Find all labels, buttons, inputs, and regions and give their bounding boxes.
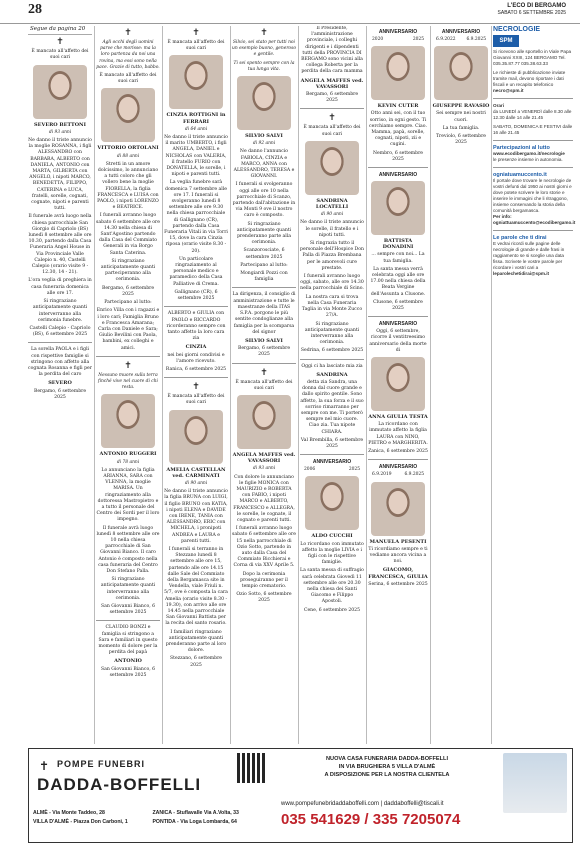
portrait-photo xyxy=(33,65,87,119)
condolence-text: CLAUDIO BONZI e famiglia si stringono a Sara e familiari in questo momento di dolore per la perdita del papà xyxy=(98,625,158,656)
notice-place: Bergamo, 6 settembre 2025 xyxy=(33,388,87,400)
notice-lead: È mancato all'affetto dei suoi cari xyxy=(31,49,89,61)
notice-lead: È mancato all'affetto dei suoi cari xyxy=(99,73,157,85)
memorial-site-text: Il portale dove trovare le necrologie de vostri defunti dal 1950 ai nostri giorni e dove potete scrivere le loro storie e inserire le immagini che li ritraggono, insieme conservando la storia della comunità bergamasca. xyxy=(493,178,572,213)
funeral-info: I funerali avranno luogo sabato 6 settembre alle ore 15 nella parrocchiale di Ozio Sotto, partendo in auto dalla Casa del Commiato Bicchierai e Corna di via XXV Aprile 5. xyxy=(232,526,296,569)
anniversary-dates xyxy=(300,467,364,473)
notice-body: Ne danno il triste annuncio le sorelle, il fratello e i nipoti tutti. xyxy=(300,220,364,238)
divider xyxy=(164,377,228,378)
cross-icon: ✝ xyxy=(192,382,200,393)
divider xyxy=(96,356,160,357)
thanks-text: Si ringraziano anticipatamente quanti interverranno alla cerimonia. xyxy=(100,577,156,601)
brand-name: DADDA-BOFFELLI xyxy=(37,775,202,794)
continued-from: Segue da pagina 20 xyxy=(28,26,92,35)
notice-body: Otto anni sei, con il tuo sorriso, in ogni gesto. Ti cerchiamo sempre. Ciao. Mamma, papà, sorelle, cognati, nipoti, zii e cugini. xyxy=(369,111,427,148)
contact-email[interactable]: necro@spm.it xyxy=(493,88,524,93)
notice-body: La ricordano con immutato affetto la figlia LAURA con NINO, PIETRO e MARGHERITA. xyxy=(368,422,428,446)
poem: Ti sei spento sempre con la tua lunga vita. xyxy=(233,60,295,72)
ad-addresses xyxy=(33,809,273,827)
column-divider xyxy=(491,26,492,744)
deceased-name: SEVERO xyxy=(48,380,72,387)
anniversary-title: ANNIVERSARIO xyxy=(378,464,418,471)
brand-subtitle: POMPE FUNEBRI xyxy=(57,759,146,769)
notice-place: Scanzorosciate, 6 settembre 2025 xyxy=(243,248,285,260)
hours-weekend: SABATO, DOMENICA E FESTIVI dalle 16 alle 21.45 xyxy=(493,124,573,135)
column-divider xyxy=(366,26,367,744)
divider xyxy=(232,287,296,288)
participation-text: le presenze insieme in autonomia. xyxy=(493,157,563,162)
divider xyxy=(493,140,573,141)
words-title: Le parole che ti dirai xyxy=(493,235,547,241)
deceased-name: SEVERO BETTONI xyxy=(34,121,86,128)
cross-icon: ✝ xyxy=(56,37,64,48)
ad-message-line: NUOVA CASA FUNERARIA DADDA-BOFFELLI xyxy=(325,756,449,762)
notice-place: Bergamo, 6 settembre 2025 xyxy=(237,346,291,358)
ad-message-line: A DISPOSIZIONE PER LA NOSTRA CLIENTELA xyxy=(324,772,450,778)
divider xyxy=(368,459,428,460)
deceased-age: di 88 anni xyxy=(116,153,140,159)
portrait-photo xyxy=(237,76,291,130)
address: PONTIDA - Via Loga Lombarda, 64 xyxy=(152,819,237,825)
condolence-text: La dirigenza, il consiglio di amministrazione e tutte le maestranze della ITAS S.P.A. porgono le più sentite condoglianze alla famiglia per la scomparsa del signor xyxy=(232,292,296,335)
anniversary-title: ANNIVERSARIO xyxy=(441,29,481,35)
divider xyxy=(232,363,296,364)
thanks-text: Dopo la cerimonia proseguiranno per il tempio crematorio. xyxy=(240,571,288,589)
notice-body: Ne danno l'annuncio FABIOLA, CINZIA e MARCO, ANNA con ALESSANDRO, TERESA e GIOVANNI. xyxy=(233,149,295,180)
column-4 xyxy=(232,26,296,744)
notice-place: Clusone, 6 settembre 2025 xyxy=(373,299,423,312)
anniversary-title: ANNIVERSARIO xyxy=(378,321,418,328)
thanks-text: I familiari ringraziano anticipatamente quanti prenderanno parte al loro dolore. xyxy=(165,629,227,654)
anniversary-title: ANNIVERSARIO xyxy=(378,172,418,179)
deceased-age: di 93 anni xyxy=(252,466,276,472)
notice-place: Castelli Calepio - Capriolo (BS), 6 settembre 2025 xyxy=(29,325,91,338)
ad-message xyxy=(277,755,497,779)
hours-title: Orari xyxy=(493,103,504,108)
column-5 xyxy=(300,26,364,744)
date-start: 6.9.2022 xyxy=(436,37,456,42)
anniversary-dates xyxy=(368,472,428,478)
cross-icon: ✝ xyxy=(328,113,336,124)
condolence-text: Il Presidente, l'amministrazione provinciale, i colleghi dirigenti e i dipendenti tutti della PROVINCIA DI BERGAMO sono vicini alla collega Roberta per la perdita della cara mamma xyxy=(301,26,363,75)
divider xyxy=(164,306,228,307)
notice-place: Ozio Sotto, 6 settembre 2025 xyxy=(236,592,292,604)
funeral-info: Il funerale avrà luogo lunedì 8 settembre alle ore 10 nella chiesa parrocchiale di San Giovanni Bianco. Il caro Antonio è composto nella casa funeraria del Centro Don Stefano Palla. xyxy=(96,525,160,574)
spm-logo: SPM xyxy=(493,35,519,47)
year-start: 2020 xyxy=(372,37,384,42)
notice-body: Ne danno il triste annuncio la figlia BRUNA con LUIGI, il figlio BRUNO con KATIA, i nipoti ELENA e DAVIDE con IRENE, TANIA con ALESSANDRO, ERIC con MICHELA, i pronipoti ANDREA e LAURA e parenti tutti. xyxy=(164,489,228,544)
notice-body: Sei sempre nei nostri cuori. xyxy=(436,111,486,123)
notice-body: Lo annunciano la figlia ARIANNA, SARA con VLENNA, la moglie MARISA. Un ringraziamento alla dottoressa Mastropietro e a tutto il personale del Centro dei Sordi per il loro impegno. xyxy=(96,467,160,523)
words-text: E vedrai ricordi sulle pagine delle necrologie di grande e dalle frasi in raggiamento se si sceglie una data fissa. Scrivete le vostre parole per ricordare i vostri cari a xyxy=(493,241,565,270)
year-start: 2006 xyxy=(304,467,316,473)
portrait-photo xyxy=(371,357,425,411)
deceased-name: BATTISTA DONADINI xyxy=(382,238,414,251)
portrait-photo xyxy=(101,394,155,448)
address: ALMÈ - Via Monte Taddeo, 28 xyxy=(33,810,105,816)
thanks-text: Si ringraziano anticipatamente quanti interverranno alla cerimonia. xyxy=(304,321,360,346)
mass-info: La santa messa verrà celebrata oggi alle ore 17.00 nella chiesa della Beata Vergine dell'Assunta a Clusone. xyxy=(370,266,426,297)
address: ZANICA - Stuflavalle Via A.Volta, 33 xyxy=(152,810,239,816)
divider xyxy=(28,342,92,343)
deceased-name: GIUSEPPE RAVASIO xyxy=(432,103,490,110)
notice-body: Stretti in un amore dolcissimo, lo annunciano a tutti coloro che gli vollero bene la moglie FIORELLA, la figlia FRANCESCA e LUISA con PAOLO, i nipoti LORENZO e BEATRICE. xyxy=(97,161,159,211)
necrologie-sidebar xyxy=(493,26,576,744)
deceased-name: ALDO CUCCHI xyxy=(311,533,353,540)
portrait-photo xyxy=(305,141,359,195)
condolence-text: detta zia Sandra, una donna dal cuore grande e dallo spirito gentile. Sono affetto, la sua forza e il suo sorriso rimarranno per sempre con me. Ti porterò sempre nel mio cuore. Ciao zia. Tua nipote CHIARA. xyxy=(300,379,364,435)
notice-place: Nembro, 6 settembre 2025 xyxy=(373,150,423,162)
notice-body: Ne danno il triste annuncio la moglie ROSANNA, i figli ALESSANDRO con BARBARA, ALBERTO con DANIELA, ANTONIO con MARTA, GILBERTA con ANGELO, i nipoti MARCO, BENEDETTA, FILIPPO, CATERINA e LUCA, fratelli, sorelle, cognati, cognate, nipoti e parenti tutti. xyxy=(28,138,92,212)
cross-icon: ✝ xyxy=(260,367,268,378)
notice-place: Gallignano (CR), 6 settembre 2025 xyxy=(174,289,218,302)
column-divider xyxy=(94,26,95,744)
participation-list: Mongiardi Pozzi con famiglia xyxy=(240,271,288,283)
deceased-name: CINZIA xyxy=(185,344,207,351)
condolence-text: Oggi ci ha lasciato mia zia xyxy=(301,363,363,369)
cross-icon: ✝ xyxy=(39,759,50,773)
page-number: 28 xyxy=(28,2,42,17)
rosary-info: L'ora veglia di preghiera in casa funeraria domenica alle ore 17. xyxy=(28,278,92,296)
participation-lead: Partecipano al lutto: xyxy=(104,300,152,306)
portrait-photo xyxy=(101,88,155,142)
funeral-info: I funerali si svolgeranno oggi alle ore 10 nella parrocchiale di Scanzo, partendo dall'abitazione in via Monti 9 ove il nostro caro è composto. xyxy=(232,182,296,219)
poem: Nessuno muore sulla terra finché vive nel cuore di chi resta. xyxy=(98,372,158,391)
participation-title: Partecipazioni al lutto xyxy=(493,145,550,151)
notice-lead: È mancata all'affetto dei suoi cari xyxy=(167,394,225,406)
hours-weekday: da LUNEDÌ a VENERDÌ dalle 8.30 alle 12.30 dalle 14 alle 21.45 xyxy=(493,109,572,120)
divider xyxy=(368,167,428,168)
notice-place: San Giovanni Bianco, 6 settembre 2025 xyxy=(100,666,156,678)
portrait-photo xyxy=(371,181,425,235)
ad-brand xyxy=(33,753,233,807)
notice-lead: È mancata all'affetto dei suoi cari xyxy=(235,379,293,391)
column-7 xyxy=(432,26,490,226)
participation-lead: Partecipano al lutto: xyxy=(240,262,288,268)
thanks-text: Si ringraziano anticipatamente quanti interverranno alla cerimonia funebre. xyxy=(32,299,88,323)
deceased-age: di 92 anni xyxy=(252,141,276,147)
notice-place: Bergamo, 6 settembre 2025 xyxy=(305,92,359,104)
participation-list: Enrico Villa con i ragazzi e i loro cari; Famiglia Bruno e Francesca Amarana; Carla con Daniele e Sara; Giulio Bevilini con Paola, bambini, ex colleghi e amici. xyxy=(96,308,160,351)
notice-lead: È mancata all'affetto dei suoi cari xyxy=(303,125,361,137)
funeral-home-ad xyxy=(28,748,573,843)
divider xyxy=(493,167,573,168)
thanks-text: Si ringraziano anticipatamente quanti parteciperanno alla cerimonia. xyxy=(100,258,156,283)
participation-link[interactable]: www.ecodibergamo.it/necrologie xyxy=(493,151,565,156)
anniversary-dates xyxy=(432,37,490,43)
column-divider xyxy=(430,26,431,744)
deceased-age: di 93 anni xyxy=(48,129,72,135)
sidebar-title: NECROLOGIE xyxy=(493,26,541,33)
condolence-text: La sorella PAOLA e i figli con rispettive famiglie si stringono con affetto alla cognata Rosanna e figli per la perdita del caro xyxy=(28,347,92,378)
notice-body: ... sempre con noi... La tua famiglia. xyxy=(371,252,425,264)
divider xyxy=(96,620,160,621)
issue-date: SABATO 6 SETTEMBRE 2025 xyxy=(497,10,566,16)
deceased-name: ANGELA MAFFES ved. VAVASSORI xyxy=(300,77,364,90)
portrait-photo xyxy=(237,395,291,449)
funeral-info: I funerali si terranno in Stezzano lunedì 8 settembre alle ore 15, partendo alle ore 14.15 dalle Sale del Commiato della Bergamasca site in Vendella, viale Friuli n. 5/7, ove è composta la cara Amelia (orario visite 8.30 - 19.30), con arrivo alle ore 14.45 nella parrocchiale San Giovanni Battista per la recita del santo rosario. xyxy=(164,546,228,627)
ad-web-email[interactable]: www.pompefunebridaddaboffelli.com | daddaboffelli@tiscali.it xyxy=(281,801,444,807)
divider xyxy=(300,359,364,360)
portrait-photo xyxy=(434,46,488,100)
qr-code-icon xyxy=(237,753,267,783)
notice-body: Oggi, 6 settembre, ricorre il ventitreesimo anniversario della morte di xyxy=(369,329,427,353)
deceased-age: di 90 anni xyxy=(320,212,344,218)
mass-info: La santa messa di suffragio sarà celebrata Giovedì 11 settembre alle ore 20.30 nella chiesa dei Santi Giacomo e Filippo Apostoli. xyxy=(300,568,364,605)
funeral-info: I funerali avranno luogo oggi, sabato, alle ore 14.30 nella parrocchiale di Scino. xyxy=(300,274,364,292)
condolence-text: nei bei giorni condivisi e l'amore ricevuto. xyxy=(167,352,225,364)
divider xyxy=(300,454,364,455)
column-divider xyxy=(230,26,231,744)
anniversary-title: ANNIVERSARIO xyxy=(312,459,352,466)
deceased-name: SANDRINA LOCATELLI xyxy=(315,197,349,211)
thanks-text: Si ringrazia tutto il personale dell'Hospice Don Palla di Piazza Brembana per le amorevoli cure prestate. xyxy=(300,241,364,271)
portrait-photo xyxy=(371,46,425,100)
deceased-age: di 78 anni xyxy=(116,459,140,465)
notice-place: Ranica, 6 settembre 2025 xyxy=(165,366,227,372)
portrait-photo xyxy=(305,476,359,530)
deceased-name: CINZIA ROTTIGNI in FERRARI xyxy=(166,112,226,125)
signatories: La tua famiglia. xyxy=(442,125,480,131)
deceased-name: ANGELA MAFFES ved. VAVASSORI xyxy=(232,451,296,465)
cross-icon: ✝ xyxy=(192,28,200,38)
column-divider xyxy=(162,26,163,744)
date-end: 6.9.2025 xyxy=(466,37,486,42)
poem: Silvio, sei stato per tutti noi un esempio buono, generoso e gentile. xyxy=(232,40,296,58)
page-header xyxy=(0,0,580,24)
deceased-name: SANDRINA xyxy=(316,371,348,378)
office-info: Si ricevono alle sportello in Viale Papa Giovanni XXIII, 124 BERGAMO Tel. 035.35.87.77 035.38.63.33 xyxy=(493,49,572,66)
notice-place: Stezzano, 6 settembre 2025 xyxy=(169,656,223,668)
notice-place: Zanica, 6 settembre 2025 xyxy=(368,449,428,455)
date-end: 6.9.2025 xyxy=(404,472,424,478)
notice-body: Con dolore lo annunciano le figlie MONICA con MAURIZIO e ROBERTA con FABIO, i nipoti MARCO e ALBERTO, FRANCESCO e ALLEGRA, le sorelle, le cognate, il cognato e parenti tutti. xyxy=(233,474,295,523)
notice-place: Sedrina, 6 settembre 2025 xyxy=(300,348,364,354)
notice-place: Val Brembilla, 6 settembre 2025 xyxy=(300,437,364,449)
year-end: 2025 xyxy=(348,467,360,473)
portrait-photo xyxy=(169,55,223,109)
ad-message-line: IN VIA BRUGHIERA 5 VILLA D'ALMÈ xyxy=(338,764,436,770)
divider xyxy=(493,230,573,231)
signatories: GIACOMO, FRANCESCA, GIULIA xyxy=(368,567,428,580)
thanks-text: Si ringraziano anticipatamente quanti prenderanno parte alla cerimonia. xyxy=(236,221,292,246)
column-1 xyxy=(28,26,92,744)
condolence-text: ALBERTO e GIULIA con PAOLO e RICCARDO ricorderanno sempre con tanto affetto la loro cara zia xyxy=(166,311,226,342)
portrait-photo xyxy=(169,410,223,464)
notice-place: Treviolo, 6 settembre 2025 xyxy=(435,134,487,146)
divider xyxy=(493,98,573,99)
notice-place: Bergamo, 6 settembre 2025 xyxy=(101,285,155,297)
portrait-photo xyxy=(371,482,425,536)
masthead xyxy=(498,3,566,17)
year-end: 2025 xyxy=(412,37,424,42)
thanks-text: Un particolare ringraziamento al personale medico e paramedico della Casa Palliative di Crema. xyxy=(169,256,223,287)
deceased-name: ANNA GIULIA TESTA xyxy=(368,414,428,421)
notice-place: Serina, 6 settembre 2025 xyxy=(368,581,428,587)
deceased-age: di 64 anni xyxy=(184,126,208,132)
date-start: 6.9.2019 xyxy=(372,472,392,478)
rest-info: La nostra cara si trova nella Casa Funeraria Taglia in via Monte Zucco 27/A. xyxy=(301,294,363,319)
column-2 xyxy=(96,26,160,744)
deceased-name: AMELIA CASTELLAN ved. CARMINATI xyxy=(166,466,226,479)
cross-icon: ✝ xyxy=(260,28,268,38)
deceased-name: ANTONIO xyxy=(114,658,142,665)
paper-name: L'ECO DI BERGAMO xyxy=(507,3,566,9)
anniversary-dates xyxy=(368,37,428,43)
building-photo xyxy=(503,753,567,813)
cross-icon: ✝ xyxy=(124,28,132,38)
notice-place: San Giovanni Bianco, 6 settembre 2025 xyxy=(100,604,156,616)
deceased-name: KEVIN CUTER xyxy=(377,103,419,110)
poem: Agli occhi degli uomini parve che morisse: ma la loro partenza da noi una rovina, ma essi sono nella pace. Grazie di tutto, babbo. xyxy=(96,40,160,70)
address: VILLA D'ALMÈ - Piazza Don Carboni, 1 xyxy=(33,819,128,825)
request-info: Le richieste di pubblicazione inviate tramite mail, devono riportare i dati fiscali e un recapito telefonico xyxy=(493,70,566,87)
column-3 xyxy=(164,26,228,744)
notice-body: Ne danno il triste annuncio il marito UMBERTO, i figli ANGELA, DANIEL e NICHOLAS con VALERIA, il fratello FURIO con DONATELLA, le sorelle, i nipoti e parenti tutti. xyxy=(164,135,228,178)
deceased-name: MANUELA PESENTI xyxy=(369,538,427,545)
ad-phone[interactable]: 035 541629 / 335 7205074 xyxy=(281,811,461,828)
divider xyxy=(368,316,428,317)
notice-place: Cene, 6 settembre 2025 xyxy=(303,607,361,613)
notice-body: Lo ricordano con immutato affetto la moglie LIVIA e i figli con le rispettive famiglie. xyxy=(300,541,364,566)
memorial-site-link[interactable]: ogniatuamuccento.it xyxy=(493,172,547,178)
funeral-info: La veglia funebre sarà domenica 7 settembre alle ore 17. I funerali si svolgeranno lunedì 8 settembre alle ore 9.30 nella chiesa parrocchiale di Gallignano (CR), partendo dalla Casa Funeraria Vitali in via Torri 15, dove la cara Cinzia riposa (orario visite 8.30 - 20). xyxy=(164,180,228,254)
funeral-info: Il funerale avrà luogo nella chiesa parrocchiale San Giorgio di Capriolo (BS) lunedì 8 settembre alle ore 10.30, partendo dalla Casa Funeraria Angel House in Via Provinciale Valle Calepio n. 40, Castelli Calepio (orario visite 9 - 12.30, 14 - 21). xyxy=(28,214,92,276)
notice-lead: È mancata all'affetto dei suoi cari xyxy=(167,40,225,52)
column-divider xyxy=(298,26,299,744)
anniversary-title: ANNIVERSARIO xyxy=(378,29,418,35)
deceased-name: SILVIO SALVI xyxy=(245,133,283,140)
words-email[interactable]: leparolechetidirai@spm.it xyxy=(493,271,550,276)
deceased-name: SILVIO SALVI xyxy=(245,337,283,344)
cross-icon: ✝ xyxy=(124,360,132,371)
column-6 xyxy=(368,26,428,744)
memorial-contact[interactable]: Per info: ogniattuamuccento@ecodibergamo.it xyxy=(493,214,576,225)
notice-body: Ti ricordiamo sempre e ti vediamo ancora vicina a noi. xyxy=(368,546,428,565)
divider xyxy=(300,108,364,109)
deceased-name: VITTORIO ORTOLANI xyxy=(97,145,159,152)
deceased-name: ANTONIO RUGGERI xyxy=(99,451,157,458)
deceased-age: di 90 anni xyxy=(184,480,208,486)
funeral-info: I funerali avranno luogo sabato 6 settembre alle ore 14.30 nella chiesa di Sant'Agostino partendo dalla Casa del Commiato Generali in via Borgo Santa Caterina. xyxy=(96,213,160,256)
